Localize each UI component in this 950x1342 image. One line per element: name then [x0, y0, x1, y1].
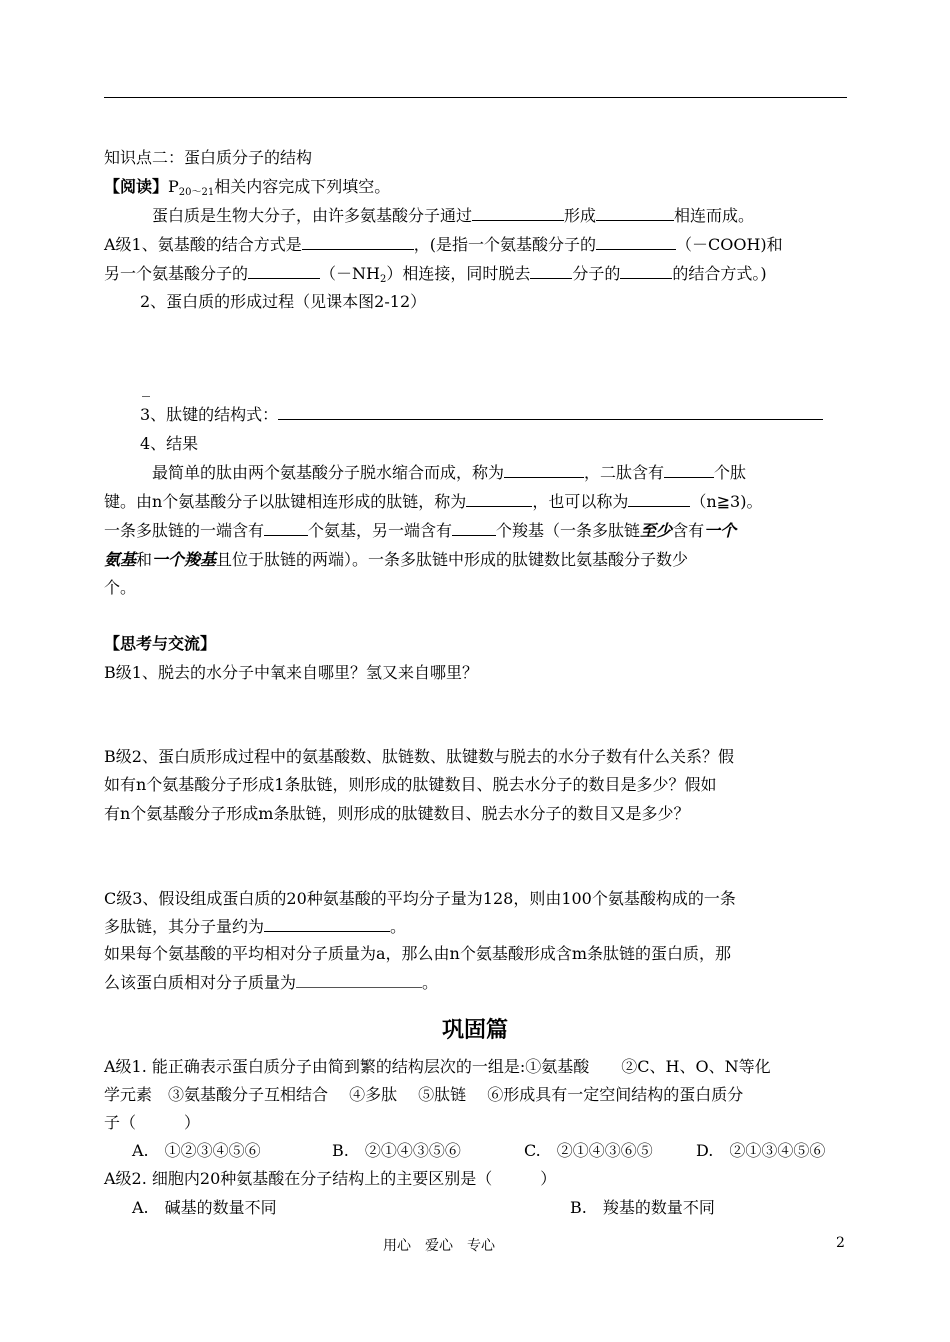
peptide-bond-structure-blank[interactable] — [278, 405, 823, 420]
mc1-line2: 学元素 ③氨基酸分子互相结合 ④多肽 ⑤肽链 ⑥形成具有一定空间结构的蛋白质分 — [104, 1085, 744, 1104]
blank-field[interactable] — [530, 264, 572, 279]
mc2-stem: A级2. 细胞内20种氨基酸在分子结构上的主要区别是（ ） — [104, 1169, 557, 1188]
result-line4: 氨基和一个羧基且位于肽链的两端）。一条多肽链中形成的肽键数比氨基酸分子数少 — [104, 550, 689, 569]
footer-motto: 用心 爱心 专心 — [383, 1238, 495, 1254]
mc1-option-b[interactable]: B. ②①④③⑤⑥ — [332, 1141, 461, 1160]
result-line3: 一条多肽链的一端含有 个氨基，另一端含有 个羧基（一条多肽链至少含有一个 — [104, 521, 737, 540]
question-a1-line1: A级1、氨基酸的结合方式是 ，(是指一个氨基酸分子的 （－COOH)和 — [104, 235, 783, 254]
blank-field[interactable] — [504, 463, 584, 478]
question-b1: B级1、脱去的水分子中氧来自哪里？氢又来自哪里？ — [104, 663, 478, 682]
header-rule — [104, 97, 847, 98]
section-title: 知识点二：蛋白质分子的结构 — [104, 148, 313, 167]
think-exchange-heading: 【思考与交流】 — [104, 634, 217, 653]
blank-field[interactable] — [596, 206, 674, 221]
reading-line: 【阅读】$P_{20\sim 21}$相关内容完成下列填空。 — [104, 177, 391, 198]
stray-dash: _ — [142, 378, 150, 397]
result-line1: 最简单的肽由两个氨基酸分子脱水缩合而成，称为 ，二肽含有 个肽 — [152, 463, 747, 482]
consolidation-heading: 巩固篇 — [441, 1018, 508, 1043]
question-4: 4、结果 — [140, 434, 199, 453]
question-c3-line4: 么该蛋白质相对分子质量为 。 — [104, 973, 439, 992]
blank-field[interactable] — [628, 492, 690, 507]
mc1-option-d[interactable]: D. ②①③④⑤⑥ — [696, 1141, 826, 1160]
blank-field[interactable] — [264, 917, 390, 932]
result-line2: 键。由n个氨基酸分子以肽键相连形成的肽链，称为 ，也可以称为 （n≧3)。 — [104, 492, 763, 511]
blank-field[interactable] — [302, 235, 414, 250]
blank-field[interactable] — [264, 521, 308, 536]
question-c3-line1: C级3、假设组成蛋白质的20种氨基酸的平均分子量为128，则由100个氨基酸构成的一条 — [104, 889, 736, 908]
reading-tag: 【阅读】 — [104, 177, 169, 196]
question-c3-line2: 多肽链，其分子量约为 。 — [104, 917, 407, 936]
blank-field[interactable] — [596, 235, 676, 250]
mc1-line3: 子（ ） — [104, 1113, 201, 1132]
blank-field[interactable] — [466, 492, 532, 507]
question-c3-line3: 如果每个氨基酸的平均相对分子质量为a，那么由n个氨基酸形成含m条肽链的蛋白质，那 — [104, 944, 732, 963]
page-number: 2 — [836, 1235, 845, 1251]
mc2-option-b[interactable]: B. 羧基的数量不同 — [570, 1198, 715, 1217]
blank-field[interactable] — [296, 973, 422, 988]
blank-field[interactable] — [248, 264, 320, 279]
blank-field[interactable] — [664, 463, 714, 478]
question-a1-line2: 另一个氨基酸分子的 $(-NH_2)$相连接，同时脱去 分子的 的结合方式。) — [104, 264, 767, 285]
blank-field[interactable] — [452, 521, 496, 536]
protein-intro-line: 蛋白质是生物大分子，由许多氨基酸分子通过 形成 相连而成。 — [152, 206, 755, 225]
mc1-option-a[interactable]: A. ①②③④⑤⑥ — [132, 1141, 261, 1160]
question-2: 2、蛋白质的形成过程（见课本图2-12） — [140, 292, 427, 311]
blank-field[interactable] — [620, 264, 672, 279]
mc1-option-c[interactable]: C. ②①④③⑥⑤ — [524, 1141, 653, 1160]
mc1-line1: A级1. 能正确表示蛋白质分子由简到繁的结构层次的一组是:①氨基酸 ②C、H、O、N等化 — [104, 1057, 771, 1076]
result-line5: 个。 — [104, 578, 137, 597]
question-b2-line3: 有n个氨基酸分子形成m条肽链，则形成的肽键数目、脱去水分子的数目又是多少？ — [104, 804, 690, 823]
question-b2-line2: 如有n个氨基酸分子形成1条肽链，则形成的肽键数目、脱去水分子的数目是多少？假如 — [104, 775, 717, 794]
question-3: 3、肽键的结构式： — [140, 405, 823, 425]
blank-field[interactable] — [472, 206, 564, 221]
mc2-option-a[interactable]: A. 碱基的数量不同 — [132, 1198, 277, 1217]
question-b2-line1: B级2、蛋白质形成过程中的氨基酸数、肽链数、肽键数与脱去的水分子数有什么关系？假 — [104, 747, 734, 766]
